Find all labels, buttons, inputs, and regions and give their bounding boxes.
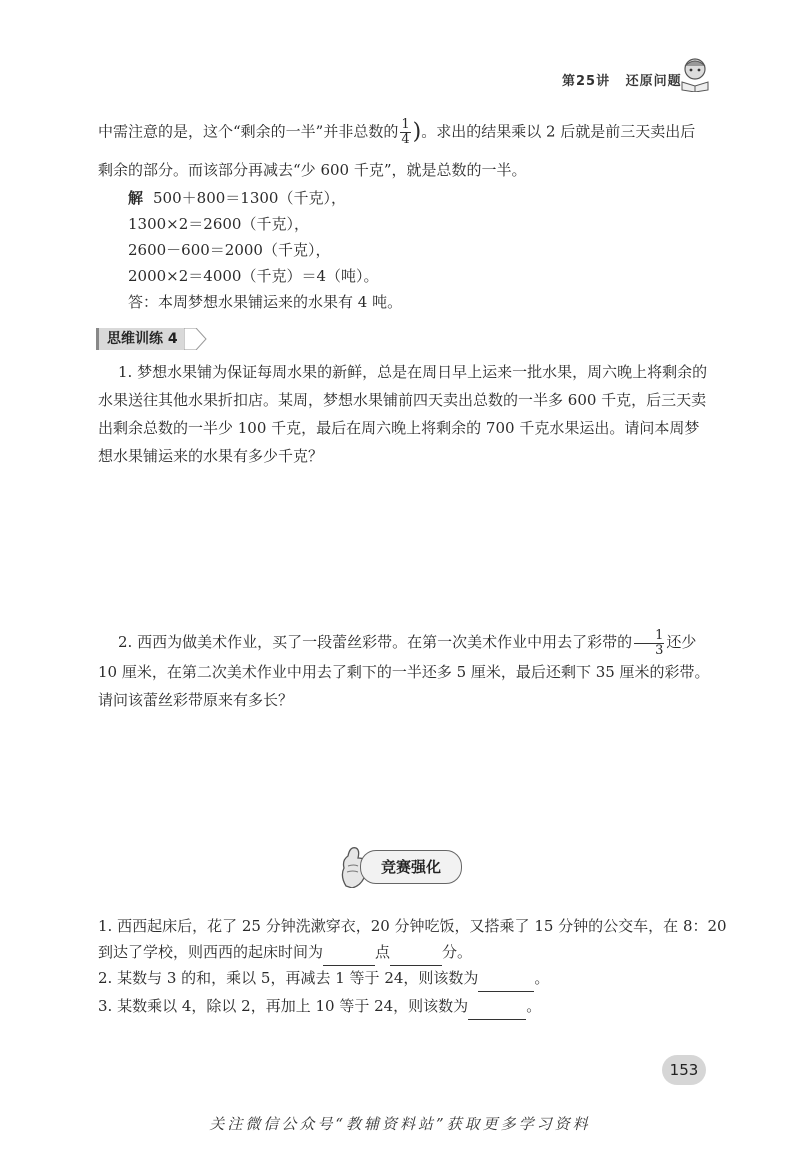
answer-blank-minute[interactable] xyxy=(390,945,442,966)
mascot-reading-icon xyxy=(678,56,712,92)
footer-note: 关注微信公众号“教辅资料站”获取更多学习资料 xyxy=(209,1115,591,1133)
competition-label: 竞赛强化 xyxy=(360,850,462,884)
training-problem-2: 2. 西西为做美术作业，买了一段蕾丝彩带。在第一次美术作业中用去了彩带的 $\frac{1}{3}$ 还少 10 厘米，在第二次美术作业中用去了剩下的一半还多 5 厘米，最后还剩下 35 厘米的彩带。请问该蕾丝彩带原来有多长？ xyxy=(98,627,710,709)
solution-label: 解 xyxy=(128,189,144,207)
solution-answer: 答：本周梦想水果铺运来的水果有 4 吨。 xyxy=(128,293,403,311)
competition-banner xyxy=(338,842,464,888)
intro-text-b: 。求出的结果乘以 2 后就是前三天卖出后 xyxy=(421,122,696,141)
fraction-one-quarter: $\frac{1}{4}$ xyxy=(401,117,410,147)
arrow-tab-icon xyxy=(184,328,208,350)
fraction-one-third: $\frac{1}{3}$ xyxy=(634,629,664,658)
answer-blank-q3[interactable] xyxy=(468,999,526,1020)
answer-blank-q2[interactable] xyxy=(478,971,534,992)
solution-line-3: 2600－600＝2000（千克）， xyxy=(128,241,331,259)
chapter-header xyxy=(562,70,682,89)
competition-q1-line-1: 1. 西西起床后，花了 25 分钟洗漱穿衣，20 分钟吃饭，又搭乘了 15 分钟的公交车，在 8：20 xyxy=(98,917,727,935)
page-number: 153 xyxy=(662,1055,706,1085)
intro-text-a: 中需注意的是，这个“剩余的一半”并非总数的 xyxy=(98,122,399,141)
solution-line-2: 1300×2＝2600（千克）， xyxy=(128,215,309,233)
answer-blank-hour[interactable] xyxy=(323,945,375,966)
solution-line-4: 2000×2＝4000（千克）＝4（吨）。 xyxy=(128,267,379,285)
training-label-text: 思维训练 4 xyxy=(96,328,188,350)
competition-q2: 2. 某数与 3 的和，乘以 5，再减去 1 等于 24，则该数为 。 xyxy=(98,964,738,992)
intro-line-1: 中需注意的是，这个“剩余的一半”并非总数的 $\frac{1}{4}$ )。求出的结果乘以 2 后就是前三天卖出后 xyxy=(98,117,696,147)
competition-q1-line-2: 到达了学校，则西西的起床时间为 点 分。 xyxy=(98,938,738,966)
chapter-title: 还原问题 xyxy=(625,74,682,89)
training-section-label xyxy=(96,328,206,350)
competition-q3: 3. 某数乘以 4，除以 2，再加上 10 等于 24，则该数为 。 xyxy=(98,992,738,1020)
solution-line-1: 解 500＋800＝1300（千克）， xyxy=(128,189,346,207)
lecture-number: 第25讲 xyxy=(562,74,611,89)
intro-line-2: 剩余的部分。而该部分再减去“少 600 千克”，就是总数的一半。 xyxy=(98,161,527,179)
training-problem-1: 1. 梦想水果铺为保证每周水果的新鲜，总是在周日早上运来一批水果，周六晚上将剩余的水果送往其他水果折扣店。某周，梦想水果铺前四天卖出总数的一半多 600 千克，后三天卖出剩余总数的一半少 100 千克，最后在周六晚上将剩余的 700 千克水果运出。请问本周梦想水果铺运来的水果有多少千克？ xyxy=(98,363,708,465)
